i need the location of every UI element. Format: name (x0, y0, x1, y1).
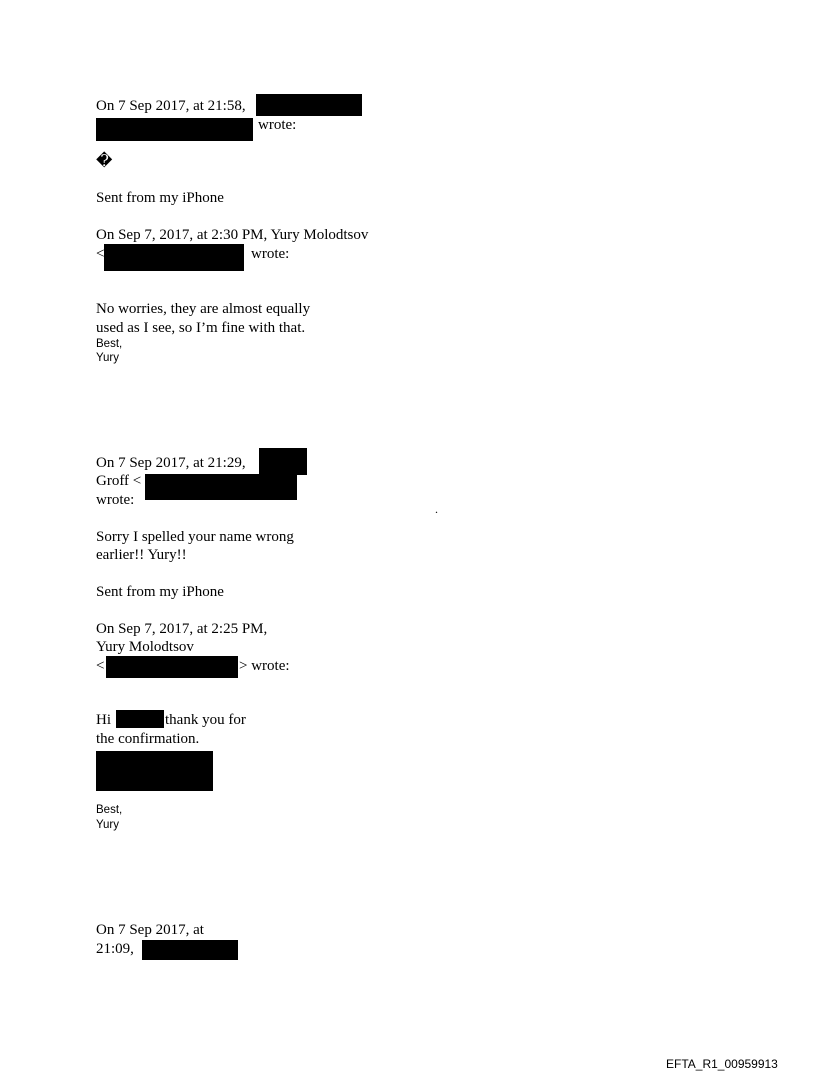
redaction-bar (145, 474, 297, 500)
angle-bracket: < (96, 658, 105, 674)
redaction-bar (116, 710, 164, 728)
redaction-bar (142, 940, 238, 960)
redaction-bar (96, 751, 213, 791)
email-header-line: On 7 Sep 2017, at 21:29, (96, 455, 246, 471)
signature-text: Sent from my iPhone (96, 190, 224, 206)
redaction-bar (106, 656, 238, 678)
email-header-line: 21:09, (96, 941, 134, 957)
unknown-glyph: � (96, 153, 113, 170)
body-line: No worries, they are almost equally (96, 301, 311, 317)
email-header-line: On Sep 7, 2017, at 2:30 PM, Yury Molodtsov (96, 227, 369, 243)
wrote-label: wrote: (251, 246, 290, 262)
body-line: thank you for (165, 712, 246, 728)
wrote-label: wrote: (96, 492, 135, 508)
redaction-bar (96, 118, 253, 141)
greeting-text: Hi (96, 712, 111, 728)
email-header-line: On Sep 7, 2017, at 2:25 PM, (96, 621, 268, 637)
angle-bracket: < (96, 246, 105, 262)
stray-mark: . (435, 502, 438, 516)
redaction-bar (259, 448, 307, 475)
body-line: earlier!! Yury!! (96, 547, 187, 563)
closing-text: Best, (96, 804, 123, 816)
redaction-bar (104, 244, 244, 271)
redaction-bar (256, 94, 362, 116)
email-header-line: On 7 Sep 2017, at (96, 922, 204, 938)
document-id: EFTA_R1_00959913 (666, 1057, 778, 1071)
body-line: Sorry I spelled your name wrong (96, 529, 294, 545)
signature-text: Sent from my iPhone (96, 584, 224, 600)
closing-text: Best, (96, 338, 123, 350)
email-header-line: On 7 Sep 2017, at 21:58, (96, 98, 246, 114)
sender-name: Yury (96, 819, 120, 831)
body-line: used as I see, so I’m fine with that. (96, 320, 306, 336)
email-header-line: Yury Molodtsov (96, 639, 194, 655)
body-line: the confirmation. (96, 731, 200, 747)
email-header-line: Groff < (96, 473, 142, 489)
wrote-label: > wrote: (239, 658, 290, 674)
sender-name: Yury (96, 352, 120, 364)
wrote-label: wrote: (258, 117, 297, 133)
